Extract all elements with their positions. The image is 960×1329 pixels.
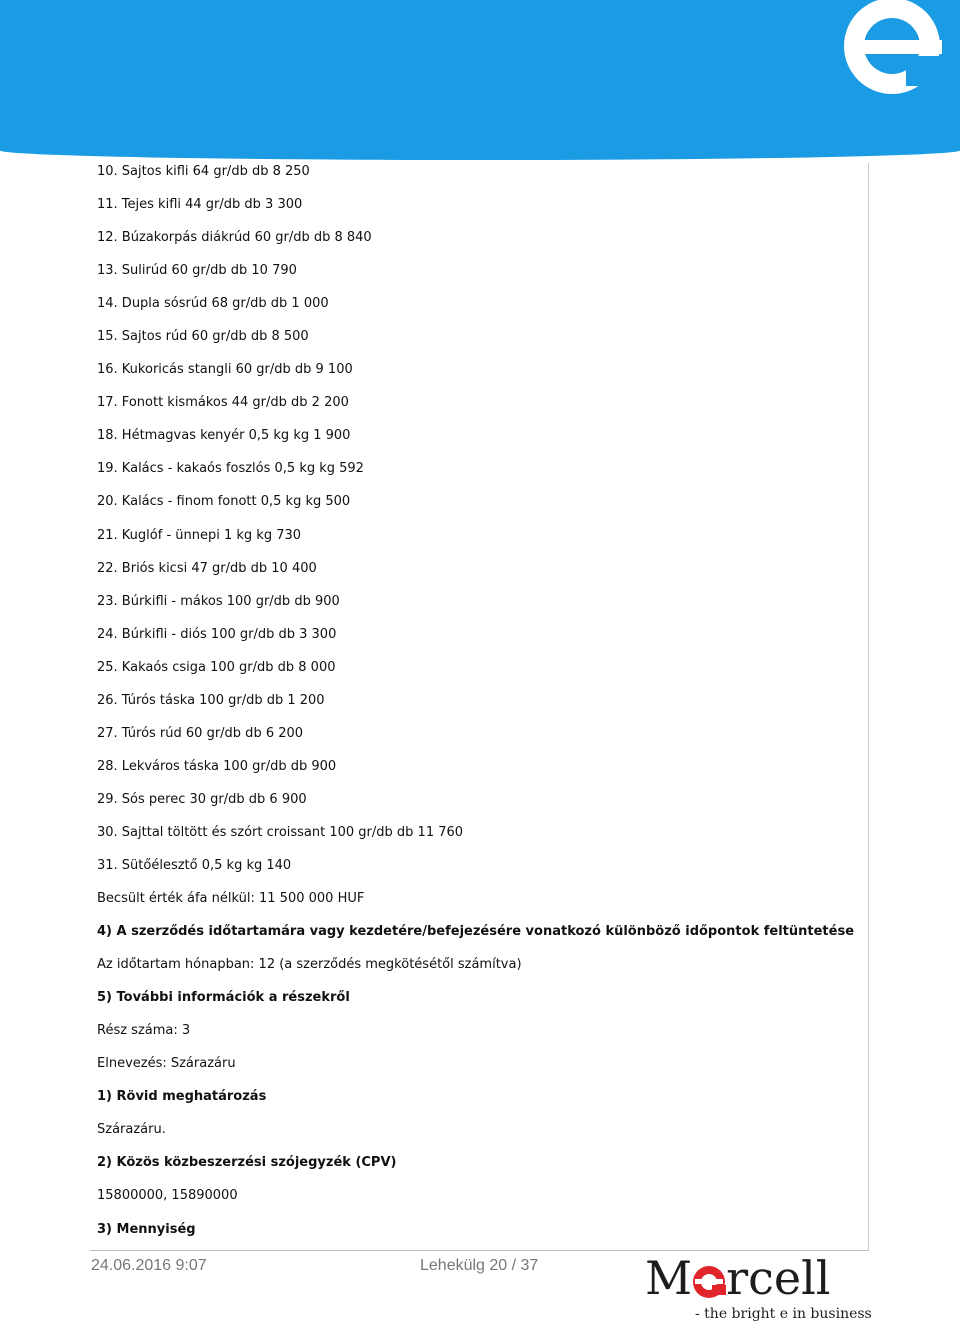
text-line: 11. Tejes kifli 44 gr/db db 3 300 (97, 197, 303, 213)
section-heading: 5) További információk a részekről (97, 990, 350, 1006)
marcell-logo (645, 1251, 872, 1327)
logo-wordmark (645, 1252, 831, 1304)
text-line: 27. Túrós rúd 60 gr/db db 6 200 (97, 725, 304, 741)
text-line: 21. Kuglóf - ünnepi 1 kg kg 730 (97, 527, 302, 543)
text-line: 19. Kalács - kakaós foszlós 0,5 kg kg 592 (97, 461, 364, 477)
text-line: 24. Búrkifli - diós 100 gr/db db 3 300 (97, 626, 337, 642)
text-line: Becsült érték áfa nélkül: 11 500 000 HUF (97, 891, 365, 907)
e-logo-icon (820, 0, 960, 110)
document-body (97, 161, 857, 1252)
text-line: 16. Kukoricás stangli 60 gr/db db 9 100 (97, 362, 353, 378)
text-line: 12. Búzakorpás diákrúd 60 gr/db db 8 840 (97, 230, 372, 246)
section-heading: 3) Mennyiség (97, 1221, 196, 1237)
logo-letter-m: M (645, 1251, 693, 1305)
section-heading: 1) Rövid meghatározás (97, 1089, 267, 1105)
text-line: 26. Túrós táska 100 gr/db db 1 200 (97, 692, 325, 708)
text-line: 14. Dupla sósrúd 68 gr/db db 1 000 (97, 296, 329, 312)
logo-tagline: - the bright e in business (695, 1306, 872, 1322)
text-line: 13. Sulirúd 60 gr/db db 10 790 (97, 263, 297, 279)
text-line: 29. Sós perec 30 gr/db db 6 900 (97, 791, 307, 807)
text-line: 15. Sajtos rúd 60 gr/db db 8 500 (97, 329, 309, 345)
text-line: 30. Sajttal töltött és szórt croissant 100 gr/db db 11 760 (97, 824, 464, 840)
text-line: 10. Sajtos kifli 64 gr/db db 8 250 (97, 164, 310, 179)
text-line: 20. Kalács - finom fonott 0,5 kg kg 500 (97, 494, 351, 510)
logo-e-icon (692, 1252, 726, 1304)
text-line: 23. Búrkifli - mákos 100 gr/db db 900 (97, 593, 340, 609)
text-line: 22. Briós kicsi 47 gr/db db 10 400 (97, 560, 317, 576)
text-line: 28. Lekváros táska 100 gr/db db 900 (97, 758, 337, 774)
text-line: 18. Hétmagvas kenyér 0,5 kg kg 1 900 (97, 428, 351, 444)
section-heading: 2) Közös közbeszerzési szójegyzék (CPV) (97, 1155, 397, 1171)
footer-page-number: Lehekülg 20 / 37 (420, 1257, 539, 1274)
text-line: Rész száma: 3 (97, 1023, 191, 1039)
text-line: 17. Fonott kismákos 44 gr/db db 2 200 (97, 395, 349, 411)
section-heading: 4) A szerződés időtartamára vagy kezdetére/befejezésére vonatkozó különböző időpontok feltüntetése (97, 924, 855, 940)
text-line: Elnevezés: Szárazáru (97, 1056, 236, 1072)
logo-letters-rcell: rcell (726, 1251, 831, 1305)
header-band (0, 0, 960, 160)
text-line: Szárazáru. (97, 1122, 166, 1138)
text-line: 25. Kakaós csiga 100 gr/db db 8 000 (97, 659, 336, 675)
footer-timestamp: 24.06.2016 9:07 (91, 1257, 207, 1274)
text-line: 31. Sütőélesztő 0,5 kg kg 140 (97, 857, 292, 873)
text-line: 15800000, 15890000 (97, 1188, 238, 1204)
text-line: Az időtartam hónapban: 12 (a szerződés megkötésétől számítva) (97, 957, 522, 973)
